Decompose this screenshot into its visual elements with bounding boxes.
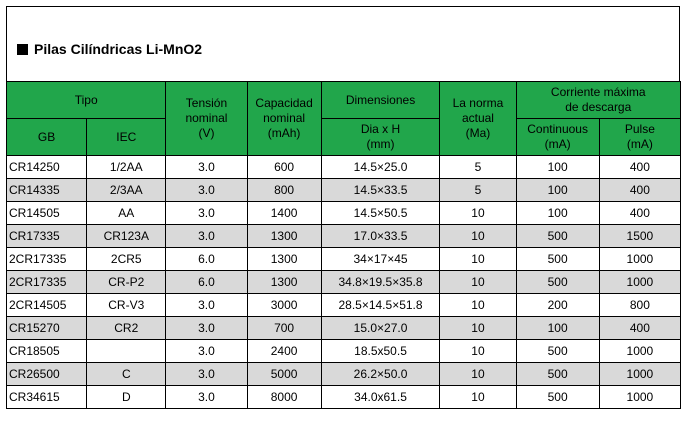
cell-iec: CR-P2 xyxy=(87,271,166,294)
cell-pulse: 400 xyxy=(599,202,680,225)
cell-gb: CR26500 xyxy=(7,363,87,386)
cell-norma: 10 xyxy=(440,271,516,294)
cell-dimensiones: 14.5×25.0 xyxy=(321,156,440,179)
header-iec: IEC xyxy=(87,119,166,156)
cell-capacidad: 8000 xyxy=(247,386,321,409)
header-gb: GB xyxy=(7,119,87,156)
cell-gb: 2CR17335 xyxy=(7,248,87,271)
table-row xyxy=(7,363,681,386)
cell-tension: 3.0 xyxy=(166,202,247,225)
cell-iec: CR123A xyxy=(87,225,166,248)
cell-gb: CR14335 xyxy=(7,179,87,202)
cell-iec xyxy=(87,340,166,363)
cell-norma: 10 xyxy=(440,317,516,340)
cell-continuous: 100 xyxy=(516,202,599,225)
cell-pulse: 800 xyxy=(599,294,680,317)
cell-continuous: 100 xyxy=(516,317,599,340)
cell-tension: 3.0 xyxy=(166,294,247,317)
cell-gb: 2CR14505 xyxy=(7,294,87,317)
cell-capacidad: 1300 xyxy=(247,271,321,294)
document-title xyxy=(17,41,202,57)
cell-norma: 10 xyxy=(440,363,516,386)
cell-gb: CR17335 xyxy=(7,225,87,248)
cell-pulse: 1000 xyxy=(599,363,680,386)
cell-continuous: 500 xyxy=(516,248,599,271)
cell-capacidad: 1300 xyxy=(247,248,321,271)
cell-iec: 1/2AA xyxy=(87,156,166,179)
cell-capacidad: 2400 xyxy=(247,340,321,363)
table-row xyxy=(7,294,681,317)
cell-continuous: 100 xyxy=(516,179,599,202)
cell-dimensiones: 14.5×50.5 xyxy=(321,202,440,225)
header-pulse: Pulse (mA) xyxy=(599,119,680,156)
cell-pulse: 400 xyxy=(599,317,680,340)
cell-dimensiones: 17.0×33.5 xyxy=(321,225,440,248)
header-capacidad: Capacidad nominal (mAh) xyxy=(247,82,321,156)
cell-capacidad: 800 xyxy=(247,179,321,202)
table-row xyxy=(7,156,681,179)
cell-capacidad: 700 xyxy=(247,317,321,340)
cell-gb: CR14250 xyxy=(7,156,87,179)
cell-dimensiones: 28.5×14.5×51.8 xyxy=(321,294,440,317)
cell-norma: 10 xyxy=(440,340,516,363)
header-tension: Tensión nominal (V) xyxy=(166,82,247,156)
cell-dimensiones: 14.5×33.5 xyxy=(321,179,440,202)
cell-gb: CR14505 xyxy=(7,202,87,225)
table-row xyxy=(7,248,681,271)
title-bar xyxy=(6,6,680,81)
cell-tension: 3.0 xyxy=(166,363,247,386)
table-body xyxy=(7,156,681,409)
cell-pulse: 1500 xyxy=(599,225,680,248)
cell-continuous: 100 xyxy=(516,156,599,179)
cell-dimensiones: 34.0x61.5 xyxy=(321,386,440,409)
cell-continuous: 500 xyxy=(516,225,599,248)
cell-iec: 2CR5 xyxy=(87,248,166,271)
cell-continuous: 500 xyxy=(516,363,599,386)
cell-capacidad: 3000 xyxy=(247,294,321,317)
cell-continuous: 500 xyxy=(516,340,599,363)
cell-tension: 3.0 xyxy=(166,340,247,363)
title-text: Pilas Cilíndricas Li-MnO2 xyxy=(34,41,203,57)
square-bullet-icon xyxy=(17,44,28,55)
cell-continuous: 500 xyxy=(516,386,599,409)
cell-iec: 2/3AA xyxy=(87,179,166,202)
cell-dimensiones: 34.8×19.5×35.8 xyxy=(321,271,440,294)
cell-norma: 5 xyxy=(440,156,516,179)
cell-gb: CR34615 xyxy=(7,386,87,409)
cell-iec: CR-V3 xyxy=(87,294,166,317)
header-dimensiones: Dimensiones xyxy=(321,82,440,119)
cell-norma: 10 xyxy=(440,202,516,225)
table-row xyxy=(7,317,681,340)
cell-pulse: 1000 xyxy=(599,271,680,294)
cell-iec: D xyxy=(87,386,166,409)
cell-iec: C xyxy=(87,363,166,386)
cell-pulse: 1000 xyxy=(599,386,680,409)
cell-tension: 6.0 xyxy=(166,248,247,271)
cell-norma: 10 xyxy=(440,294,516,317)
cell-tension: 3.0 xyxy=(166,156,247,179)
cell-capacidad: 600 xyxy=(247,156,321,179)
cell-capacidad: 5000 xyxy=(247,363,321,386)
cell-norma: 5 xyxy=(440,179,516,202)
table-row xyxy=(7,340,681,363)
cell-dimensiones: 26.2×50.0 xyxy=(321,363,440,386)
header-corriente: Corriente máxima de descarga xyxy=(516,82,680,119)
cell-dimensiones: 34×17×45 xyxy=(321,248,440,271)
battery-table xyxy=(6,81,681,409)
table-row xyxy=(7,202,681,225)
table-row xyxy=(7,386,681,409)
cell-iec: AA xyxy=(87,202,166,225)
cell-norma: 10 xyxy=(440,225,516,248)
cell-iec: CR2 xyxy=(87,317,166,340)
table-row xyxy=(7,179,681,202)
cell-pulse: 1000 xyxy=(599,340,680,363)
cell-norma: 10 xyxy=(440,248,516,271)
cell-tension: 3.0 xyxy=(166,179,247,202)
cell-pulse: 400 xyxy=(599,156,680,179)
header-continuous: Continuous (mA) xyxy=(516,119,599,156)
header-norma: La norma actual (Ma) xyxy=(440,82,516,156)
cell-capacidad: 1300 xyxy=(247,225,321,248)
cell-pulse: 1000 xyxy=(599,248,680,271)
cell-gb: 2CR17335 xyxy=(7,271,87,294)
header-dia: Dia x H (mm) xyxy=(321,119,440,156)
cell-pulse: 400 xyxy=(599,179,680,202)
cell-dimensiones: 18.5x50.5 xyxy=(321,340,440,363)
table-row xyxy=(7,225,681,248)
cell-dimensiones: 15.0×27.0 xyxy=(321,317,440,340)
cell-gb: CR18505 xyxy=(7,340,87,363)
cell-continuous: 200 xyxy=(516,294,599,317)
cell-capacidad: 1400 xyxy=(247,202,321,225)
cell-tension: 3.0 xyxy=(166,386,247,409)
cell-continuous: 500 xyxy=(516,271,599,294)
cell-norma: 10 xyxy=(440,386,516,409)
cell-gb: CR15270 xyxy=(7,317,87,340)
cell-tension: 6.0 xyxy=(166,271,247,294)
header-tipo: Tipo xyxy=(7,82,166,119)
table-row xyxy=(7,271,681,294)
cell-tension: 3.0 xyxy=(166,225,247,248)
cell-tension: 3.0 xyxy=(166,317,247,340)
